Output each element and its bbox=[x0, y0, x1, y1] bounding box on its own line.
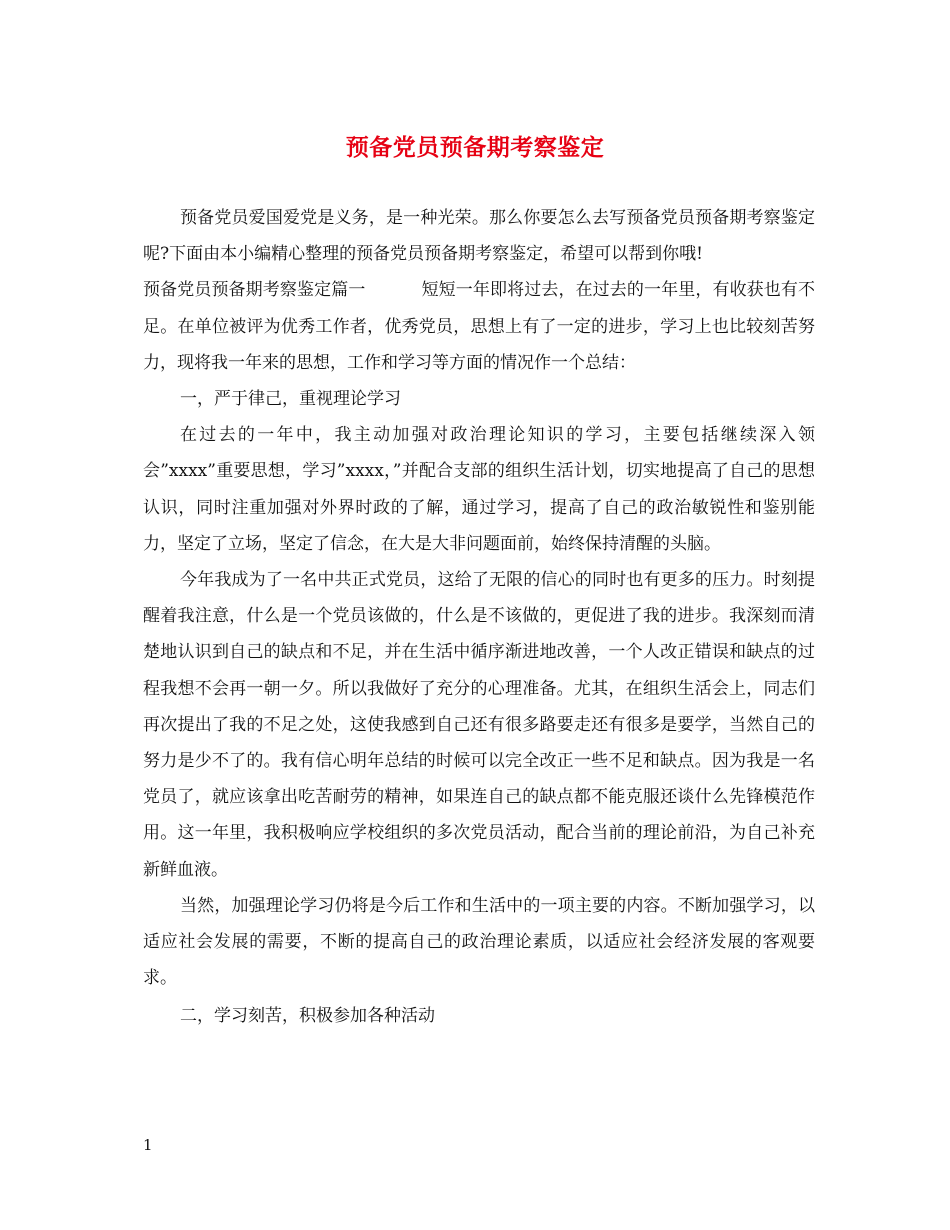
section-title-1: 一，严于律己，重视理论学习 bbox=[180, 389, 401, 410]
article-first-paragraph bbox=[143, 272, 815, 381]
document-body bbox=[143, 200, 815, 1035]
section-1-paragraph-1: 在过去的一年中，我主动加强对政治理论知识的学习，主要包括继续深入领会”xxxx”重要思想，学习”xxxx，”并配合支部的组织生活计划，切实地提高了自己的思想认识，同时注重加强对外界时政的了解，通过学习，提高了自己的政治敏锐性和鉴别能力，坚定了立场，坚定了信念，在大是大非问题面前，始终保持清醒的头脑。 bbox=[143, 425, 815, 554]
section-1-paragraph-3: 当然，加强理论学习仍将是今后工作和生活中的一项主要的内容。不断加强学习，以适应社会发展的需要，不断的提高自己的政治理论素质，以适应社会经济发展的客观要求。 bbox=[143, 895, 815, 989]
article-heading: 预备党员预备期考察鉴定篇一 bbox=[143, 280, 366, 301]
section-1-paragraph-2: 今年我成为了一名中共正式党员，这给了无限的信心的同时也有更多的压力。时刻提醒着我注意，什么是一个党员该做的，什么是不该做的，更促进了我的进步。我深刻而清楚地认识到自己的缺点和不足，并在生活中循序渐进地改善，一个人改正错误和缺点的过程我想不会再一朝一夕。所以我做好了充分的心理准备。尤其，在组织生活会上，同志们再次提出了我的不足之处，这使我感到自己还有很多路要走还有很多是要学，当然自己的努力是少不了的。我有信心明年总结的时候可以完全改正一些不足和缺点。因为我是一名党员了，就应该拿出吃苦耐劳的精神，如果连自己的缺点都不能克服还谈什么先锋模范作用。这一年里，我积极响应学校组织的多次党员活动，配合当前的理论前沿，为自己补充新鲜血液。 bbox=[143, 570, 815, 880]
article-opening: 短短一年即将过去，在过去的一年里，有收获也有不足。在单位被评为优秀工作者，优秀党员，思想上有了一定的进步，学习上也比较刻苦努力，现将我一年来的思想，工作和学习等方面的情况作一个总结： bbox=[143, 280, 816, 373]
document-title: 预备党员预备期考察鉴定 bbox=[345, 134, 605, 161]
section-title-2: 二，学习刻苦，积极参加各种活动 bbox=[180, 1006, 435, 1027]
intro-paragraph: 预备党员爱国爱党是义务，是一种光荣。那么你要怎么去写预备党员预备期考察鉴定呢?下面由本小编精心整理的预备党员预备期考察鉴定，希望可以帮到你哦! bbox=[143, 208, 815, 265]
page-number: 1 bbox=[143, 1136, 153, 1154]
